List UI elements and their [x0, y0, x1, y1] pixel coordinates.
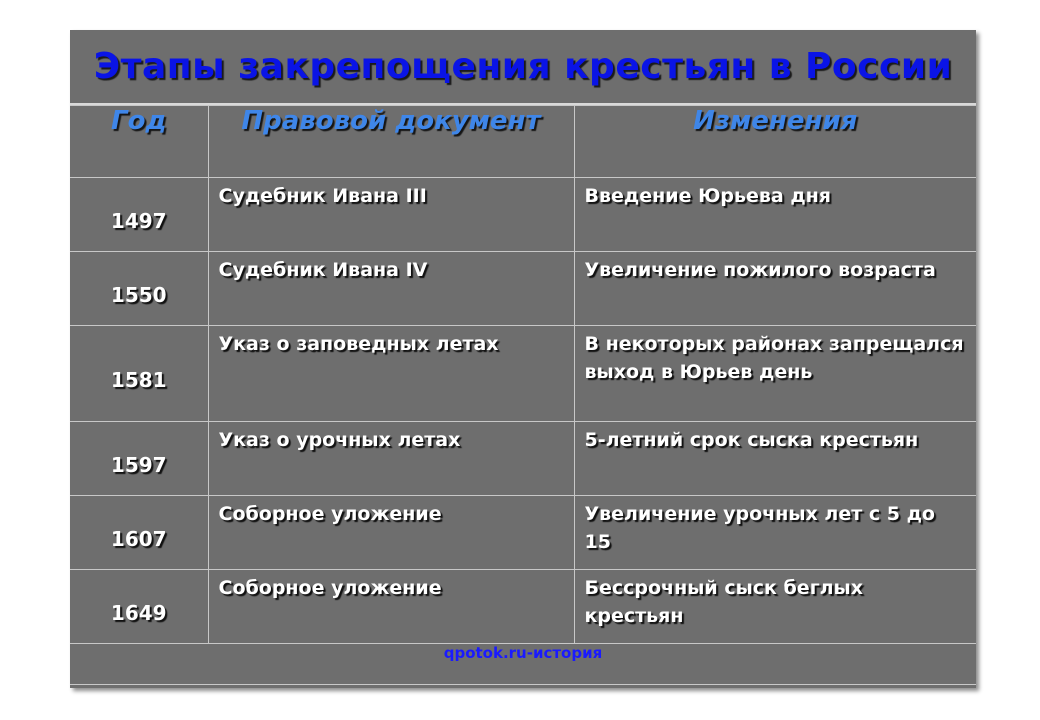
changes-cell: Увеличение пожилого возраста [574, 252, 976, 326]
year-cell: 1581 [70, 326, 208, 422]
table-row [70, 178, 976, 252]
year-cell: 1597 [70, 422, 208, 496]
column-header-document: Правовой документ [208, 106, 574, 178]
document-cell: Судебник Ивана III [208, 178, 574, 252]
footer-row [70, 644, 976, 685]
slide [70, 30, 976, 688]
table-row [70, 422, 976, 496]
table-row [70, 326, 976, 422]
document-cell: Указ о заповедных летах [208, 326, 574, 422]
changes-cell: 5-летний срок сыска крестьян [574, 422, 976, 496]
year-cell: 1607 [70, 496, 208, 570]
document-cell: Указ о урочных летах [208, 422, 574, 496]
document-cell: Соборное уложение [208, 570, 574, 644]
changes-cell: Бессрочный сыск беглых крестьян [574, 570, 976, 644]
table-row [70, 570, 976, 644]
changes-cell: Увеличение урочных лет с 5 до 15 [574, 496, 976, 570]
year-cell: 1550 [70, 252, 208, 326]
year-cell: 1649 [70, 570, 208, 644]
table-row [70, 496, 976, 570]
table-row [70, 252, 976, 326]
page-title: Этапы закрепощения крестьян в России [70, 30, 976, 105]
document-cell: Судебник Ивана IV [208, 252, 574, 326]
changes-cell: Введение Юрьева дня [574, 178, 976, 252]
serfdom-table [70, 105, 976, 685]
column-header-changes: Изменения [574, 106, 976, 178]
changes-cell: В некоторых районах запрещался выход в Юрьев день [574, 326, 976, 422]
source-credit: qpotok.ru-история [70, 644, 976, 685]
document-cell: Соборное уложение [208, 496, 574, 570]
table-header-row [70, 106, 976, 178]
column-header-year: Год [70, 106, 208, 178]
year-cell: 1497 [70, 178, 208, 252]
